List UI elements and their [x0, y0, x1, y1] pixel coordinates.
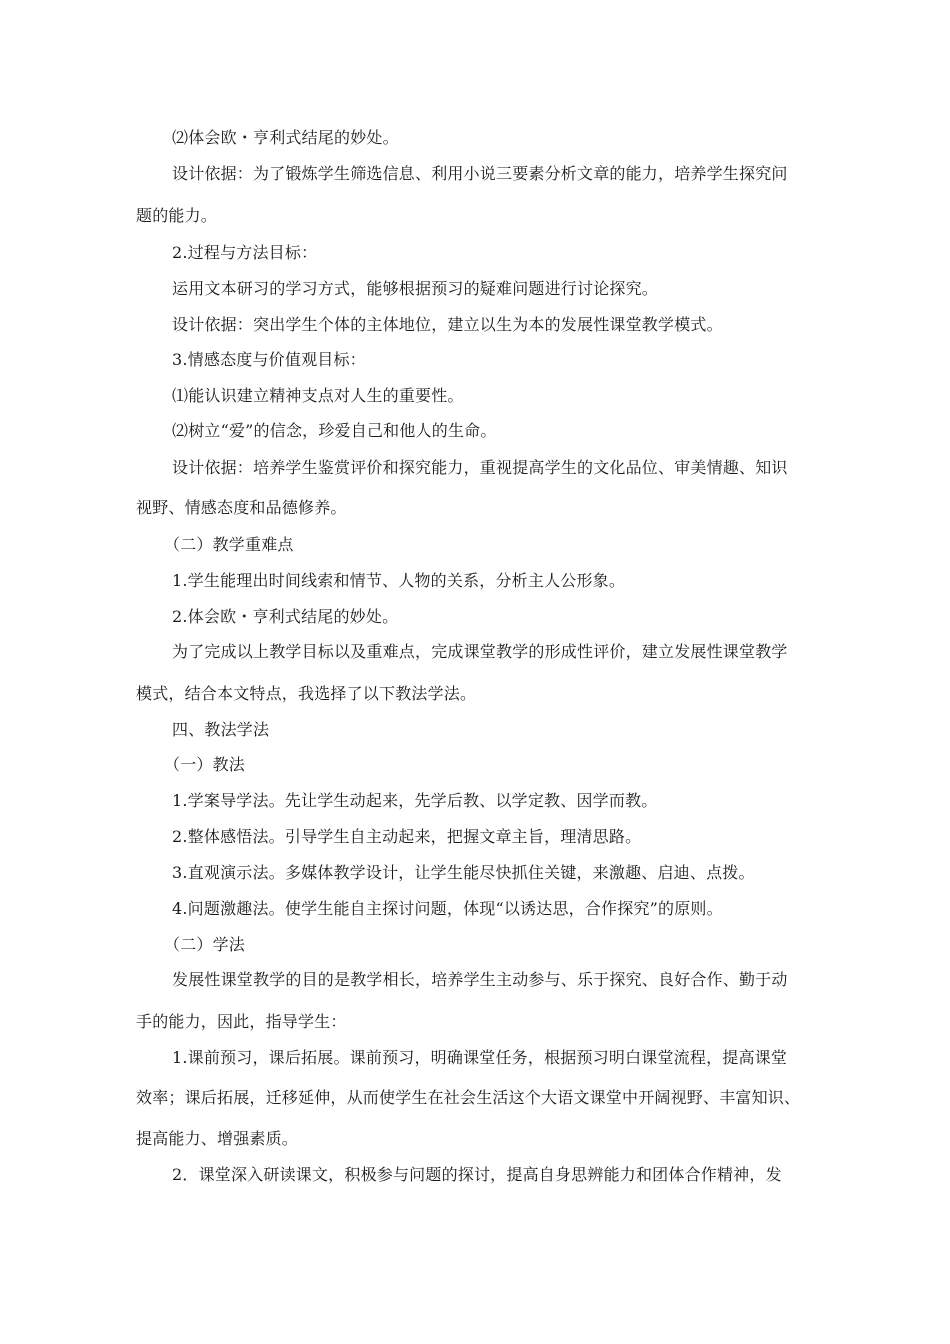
section-heading: 四、教法学法 [172, 720, 270, 739]
text-line: 2．课堂深入研读课文，积极参与问题的探讨，提高自身思辨能力和团体合作精神，发 [172, 1165, 782, 1184]
text-line: 4.问题激趣法。使学生能自主探讨问题，体现“以诱达思，合作探究”的原则。 [172, 899, 723, 918]
text-line: 1.课前预习，课后拓展。课前预习，明确课堂任务，根据预习明白课堂流程，提高课堂 [172, 1048, 788, 1067]
text-line: 1.学案导学法。先让学生动起来，先学后教、以学定教、因学而教。 [172, 791, 658, 810]
section-heading: （二）教学重难点 [164, 535, 294, 554]
text-line: ⑵树立“爱”的信念，珍爱自己和他人的生命。 [172, 421, 497, 440]
text-line: 2.整体感悟法。引导学生自主动起来，把握文章主旨，理清思路。 [172, 827, 642, 846]
text-line: 3.情感态度与价值观目标： [172, 350, 366, 369]
text-line: 为了完成以上教学目标以及重难点，完成课堂教学的形成性评价，建立发展性课堂教学 [172, 642, 788, 661]
section-heading: （一）教法 [164, 755, 246, 774]
text-line: 设计依据：为了锻炼学生筛选信息、利用小说三要素分析文章的能力，培养学生探究问 [172, 164, 788, 183]
text-line: ⑵体会欧・亨利式结尾的妙处。 [172, 128, 399, 147]
text-line: 设计依据：突出学生个体的主体地位，建立以生为本的发展性课堂教学模式。 [172, 315, 723, 334]
section-heading: （二）学法 [164, 935, 246, 954]
text-line: 运用文本研习的学习方式，能够根据预习的疑难问题进行讨论探究。 [172, 279, 659, 298]
text-line: 效率；课后拓展，迁移延伸，从而使学生在社会生活这个大语文课堂中开阔视野、丰富知识、 [136, 1088, 801, 1107]
text-line: 视野、情感态度和品德修养。 [136, 498, 347, 517]
text-line: 3.直观演示法。多媒体教学设计，让学生能尽快抓住关键，来激趣、启迪、点拨。 [172, 863, 755, 882]
text-line: 2.过程与方法目标： [172, 243, 318, 262]
text-line: 设计依据：培养学生鉴赏评价和探究能力，重视提高学生的文化品位、审美情趣、知识 [172, 458, 788, 477]
text-line: ⑴能认识建立精神支点对人生的重要性。 [172, 386, 464, 405]
text-line: 2.体会欧・亨利式结尾的妙处。 [172, 607, 399, 626]
text-line: 手的能力，因此，指导学生： [136, 1012, 347, 1031]
text-line: 发展性课堂教学的目的是教学相长，培养学生主动参与、乐于探究、良好合作、勤于动 [172, 970, 788, 989]
text-line: 题的能力。 [136, 206, 218, 225]
text-line: 1.学生能理出时间线索和情节、人物的关系，分析主人公形象。 [172, 571, 626, 590]
text-line: 模式，结合本文特点，我选择了以下教法学法。 [136, 684, 477, 703]
text-line: 提高能力、增强素质。 [136, 1129, 299, 1148]
